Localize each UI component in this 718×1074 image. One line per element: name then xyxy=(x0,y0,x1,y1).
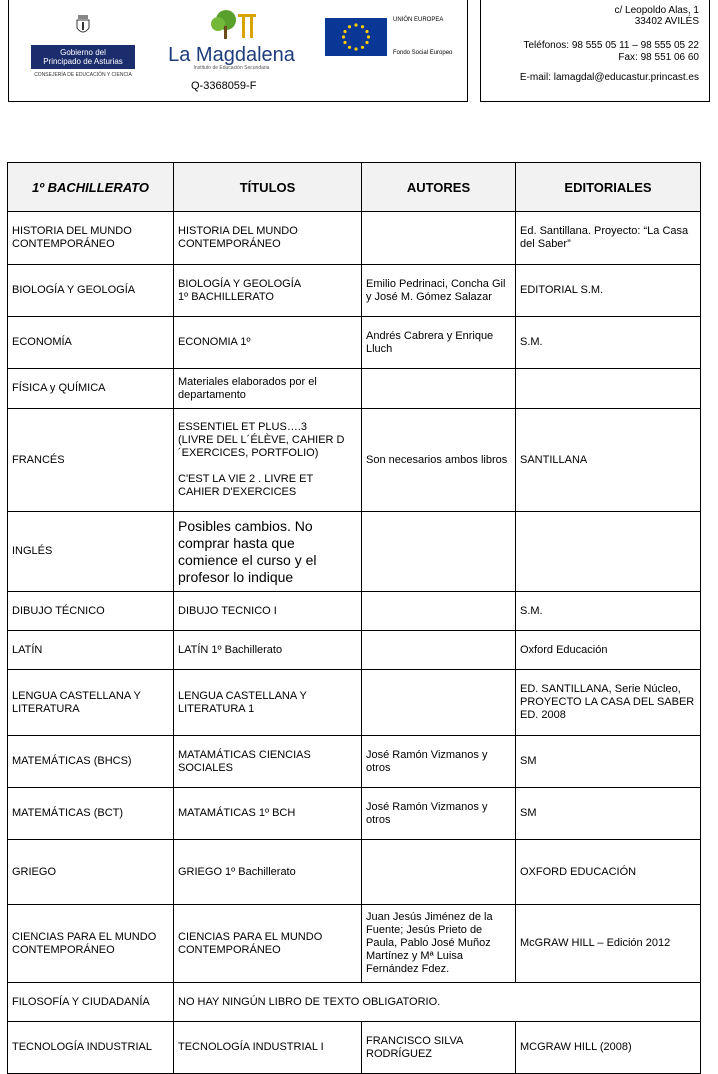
authors-cell xyxy=(362,670,516,736)
table-row xyxy=(8,631,701,670)
title-cell: GRIEGO 1º Bachillerato xyxy=(174,840,362,905)
authors-cell xyxy=(362,512,516,592)
table-row xyxy=(8,212,701,265)
table-row xyxy=(8,265,701,317)
address-line1: c/ Leopoldo Alas, 1 xyxy=(614,5,699,16)
publisher-cell: Oxford Educación xyxy=(516,631,701,670)
gobierno-asturias-logo xyxy=(31,12,135,78)
school-name: La Magdalena xyxy=(168,44,295,66)
table-row xyxy=(8,592,701,631)
table-row xyxy=(8,983,701,1022)
authors-cell xyxy=(362,631,516,670)
title-cell: BIOLOGÍA Y GEOLOGÍA 1º BACHILLERATO xyxy=(174,265,362,317)
subject-cell: FÍSICA y QUÍMICA xyxy=(8,369,174,409)
authors-cell xyxy=(362,592,516,631)
eu-logo xyxy=(325,18,387,61)
phones xyxy=(523,40,699,64)
subject-cell: FILOSOFÍA Y CIUDADANÍA xyxy=(8,983,174,1022)
publisher-cell: MCGRAW HILL (2008) xyxy=(516,1022,701,1074)
subject-cell: FRANCÉS xyxy=(8,409,174,512)
school-code: Q-3368059-F xyxy=(191,80,257,92)
table-row xyxy=(8,670,701,736)
subject-cell: DIBUJO TÉCNICO xyxy=(8,592,174,631)
eu-fund: Fondo Social Europeo xyxy=(393,50,453,56)
subject-cell: LATÍN xyxy=(8,631,174,670)
header-authors: AUTORES xyxy=(362,163,516,212)
title-cell: LENGUA CASTELLANA Y LITERATURA 1 xyxy=(174,670,362,736)
table-header-row xyxy=(8,163,701,212)
publisher-cell: McGRAW HILL – Edición 2012 xyxy=(516,905,701,983)
header-course: 1º BACHILLERATO xyxy=(8,163,174,212)
table-row xyxy=(8,512,701,592)
subject-cell: TECNOLOGÍA INDUSTRIAL xyxy=(8,1022,174,1074)
title-cell: ECONOMIA 1º xyxy=(174,317,362,369)
authors-cell xyxy=(362,369,516,409)
authors-cell xyxy=(362,840,516,905)
subject-cell: INGLÉS xyxy=(8,512,174,592)
authors-cell: Andrés Cabrera y Enrique Lluch xyxy=(362,317,516,369)
table-row xyxy=(8,840,701,905)
title-cell: LATÍN 1º Bachillerato xyxy=(174,631,362,670)
header-contact-box xyxy=(480,0,710,102)
publisher-cell: SM xyxy=(516,736,701,788)
subject-cell: BIOLOGÍA Y GEOLOGÍA xyxy=(8,265,174,317)
table-row xyxy=(8,369,701,409)
title-cell: MATAMÁTICAS CIENCIAS SOCIALES xyxy=(174,736,362,788)
school-logo xyxy=(159,8,304,71)
publisher-cell: ED. SANTILLANA, Serie Núcleo, PROYECTO LA CASA DEL SABER ED. 2008 xyxy=(516,670,701,736)
header-publishers: EDITORIALES xyxy=(516,163,701,212)
subject-cell: MATEMÁTICAS (BHCS) xyxy=(8,736,174,788)
publisher-cell xyxy=(516,369,701,409)
table-row xyxy=(8,905,701,983)
school-subtitle: Instituto de Educación Secundaria xyxy=(193,65,270,71)
subject-cell: MATEMÁTICAS (BCT) xyxy=(8,788,174,840)
authors-cell: Son necesarios ambos libros xyxy=(362,409,516,512)
title-cell: Posibles cambios. No comprar hasta que comience el curso y el profesor lo indique xyxy=(174,512,362,592)
phone-numbers: Teléfonos: 98 555 05 11 – 98 555 05 22 xyxy=(523,40,699,51)
publisher-cell: S.M. xyxy=(516,592,701,631)
gobierno-badge xyxy=(31,45,135,69)
authors-cell: FRANCISCO SILVA RODRÍGUEZ xyxy=(362,1022,516,1074)
title-cell: TECNOLOGÍA INDUSTRIAL I xyxy=(174,1022,362,1074)
publisher-cell: OXFORD EDUCACIÓN xyxy=(516,840,701,905)
title-cell: ESSENTIEL ET PLUS….3 (LIVRE DEL L´ÉLÈVE, CAHIER D´EXERCICES, PORTFOLIO) C'EST LA VIE 2 . LIVRE ET CAHIER D'EXERCICES xyxy=(174,409,362,512)
authors-cell: José Ramón Vizmanos y otros xyxy=(362,736,516,788)
authors-cell: José Ramón Vizmanos y otros xyxy=(362,788,516,840)
table-row xyxy=(8,788,701,840)
header-titles: TÍTULOS xyxy=(174,163,362,212)
authors-cell: Juan Jesús Jiménez de la Fuente; Jesús Prieto de Paula, Pablo José Muñoz Martínez y Mª Luisa Fernández Fdez. xyxy=(362,905,516,983)
subject-cell: GRIEGO xyxy=(8,840,174,905)
publisher-cell: Ed. Santillana. Proyecto: “La Casa del Saber” xyxy=(516,212,701,265)
title-cell: HISTORIA DEL MUNDO CONTEMPORÁNEO xyxy=(174,212,362,265)
address xyxy=(614,5,699,27)
authors-cell xyxy=(362,212,516,265)
book-list-table xyxy=(7,162,701,1074)
table-row xyxy=(8,1022,701,1074)
title-cell: CIENCIAS PARA EL MUNDO CONTEMPORÁNEO xyxy=(174,905,362,983)
title-cell: MATAMÁTICAS 1º BCH xyxy=(174,788,362,840)
subject-cell: CIENCIAS PARA EL MUNDO CONTEMPORÁNEO xyxy=(8,905,174,983)
subject-cell: LENGUA CASTELLANA Y LITERATURA xyxy=(8,670,174,736)
table-row xyxy=(8,317,701,369)
subject-cell: ECONOMÍA xyxy=(8,317,174,369)
address-line2: 33402 AVILÉS xyxy=(634,16,699,27)
crest-icon xyxy=(75,12,91,36)
title-cell: NO HAY NINGÚN LIBRO DE TEXTO OBLIGATORIO. xyxy=(174,983,701,1022)
publisher-cell: EDITORIAL S.M. xyxy=(516,265,701,317)
fax-number: Fax: 98 551 06 60 xyxy=(618,52,699,63)
publisher-cell: SANTILLANA xyxy=(516,409,701,512)
tree-icon xyxy=(202,8,262,40)
eu-title: UNIÓN EUROPEA xyxy=(393,17,444,23)
title-cell: DIBUJO TECNICO I xyxy=(174,592,362,631)
gob-line2: Principado de Asturias xyxy=(43,57,123,66)
gob-consejeria: CONSEJERÍA DE EDUCACIÓN Y CIENCIA xyxy=(34,72,132,78)
table-row xyxy=(8,409,701,512)
gob-line1: Gobierno del xyxy=(60,48,106,57)
title-cell: Materiales elaborados por el departamento xyxy=(174,369,362,409)
table-row xyxy=(8,736,701,788)
publisher-cell: SM xyxy=(516,788,701,840)
email-address: E-mail: lamagdal@educastur.princast.es xyxy=(519,72,699,83)
subject-cell: HISTORIA DEL MUNDO CONTEMPORÁNEO xyxy=(8,212,174,265)
authors-cell: Emilio Pedrinaci, Concha Gil y José M. Gómez Salazar xyxy=(362,265,516,317)
eu-flag-icon xyxy=(325,18,387,56)
header-logos-box xyxy=(8,0,468,102)
publisher-cell xyxy=(516,512,701,592)
publisher-cell: S.M. xyxy=(516,317,701,369)
